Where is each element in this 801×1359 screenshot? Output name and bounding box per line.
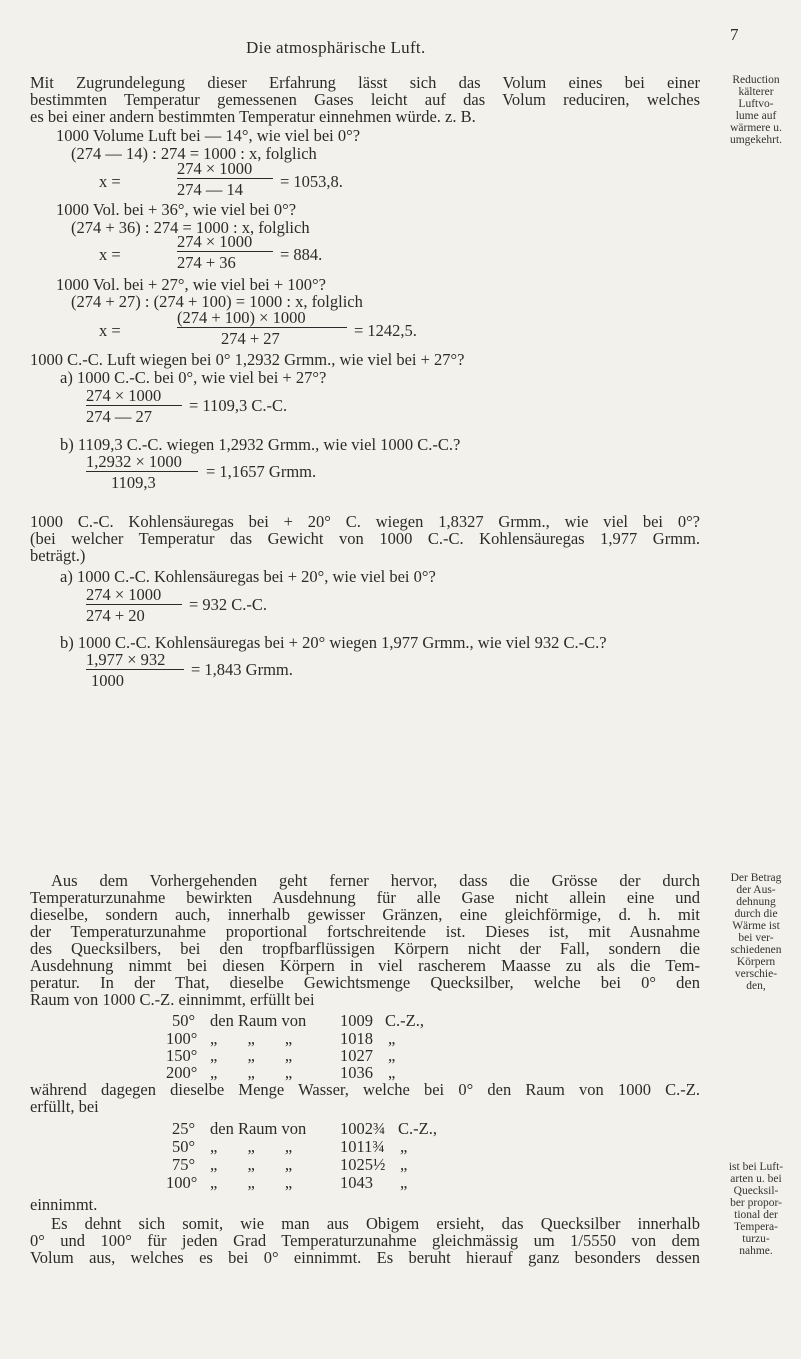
paragraph-line: Ausdehnung nimmt bei diesen Körpern in viel rascherem Maasse zu als die Tem-	[30, 956, 700, 975]
table-cell: „ „ „	[210, 1029, 293, 1048]
table-cell: den Raum von	[210, 1119, 307, 1138]
fraction-bar	[86, 471, 198, 472]
fraction-bar	[177, 251, 273, 252]
sub-question-a: a) 1000 C.-C. Kohlensäuregas bei + 20°, wie viel bei 0°?	[60, 567, 436, 586]
fraction-result: = 1,1657 Grmm.	[206, 462, 317, 481]
fraction-numerator: 1,2932 × 1000	[86, 452, 182, 471]
paragraph-line: des Quecksilbers, bei den tropfbarflüssigen Körpern nicht der Fall, sondern die	[30, 939, 700, 958]
einnimmt-text: einnimmt.	[30, 1195, 98, 1214]
fraction-numerator: 274 × 1000	[86, 386, 162, 405]
fraction-numerator: 274 × 1000	[86, 585, 162, 604]
table-cell: C.-Z.,	[385, 1011, 424, 1030]
table-cell: 75°	[172, 1155, 196, 1174]
table-cell: 25°	[172, 1119, 196, 1138]
margin-note-expansion: Der Betrag der Aus- dehnung durch die Wärme ist bei ver- schiedenen Körpern verschie- den,	[730, 872, 782, 992]
table-cell: 1018	[340, 1029, 373, 1048]
fraction-lhs: x =	[99, 245, 121, 264]
table-cell: „ „ „	[210, 1046, 293, 1065]
table-cell: „ „ „	[210, 1137, 293, 1156]
fraction-denominator: 274 + 27	[221, 329, 280, 348]
table-cell: 1009	[340, 1011, 373, 1030]
fraction-denominator: 274 — 27	[86, 407, 152, 426]
fraction-denominator: 274 + 36	[177, 253, 236, 272]
paragraph-line: erfüllt, bei	[30, 1097, 99, 1116]
paragraph-line: der Temperaturzunahme proportional fortschreitende ist. Dieses ist, mit Ausnahme	[30, 922, 700, 941]
table-cell: 200°	[166, 1063, 198, 1082]
sub-question-b: b) 1000 C.-C. Kohlensäuregas bei + 20° wiegen 1,977 Grmm., wie viel 932 C.-C.?	[60, 633, 607, 652]
example-question: 1000 Volume Luft bei — 14°, wie viel bei 0°?	[56, 126, 361, 145]
fraction-result: = 1,843 Grmm.	[191, 660, 293, 679]
running-title: Die atmosphärische Luft.	[246, 38, 426, 57]
fraction-result: = 1109,3 C.-C.	[189, 396, 288, 415]
paragraph-line: Es dehnt sich somit, wie man aus Obigem ersieht, das Quecksilber innerhalb	[51, 1214, 700, 1233]
example-line: (bei welcher Temperatur das Gewicht von 1000 C.-C. Kohlensäuregas 1,977 Grmm.	[30, 529, 700, 548]
intro-line: bestimmten Temperatur gemessenen Gases leicht auf das Volum reduciren, welches	[30, 90, 700, 109]
fraction-denominator: 1000	[91, 671, 124, 690]
table-cell: 1036	[340, 1063, 373, 1082]
paragraph-line: während dagegen dieselbe Menge Wasser, welche bei 0° den Raum von 1000 C.-Z.	[30, 1080, 700, 1099]
table-cell: 100°	[166, 1029, 198, 1048]
fraction-bar	[86, 604, 182, 605]
paragraph-line: Volum aus, welches es bei 0° einnimmt. Es beruht hierauf ganz besonders dessen	[30, 1248, 700, 1267]
paragraph-line: Temperaturzunahme bewirkten Ausdehnung für alle Gase nicht allein eine und	[30, 888, 700, 907]
fraction-lhs: x =	[99, 321, 121, 340]
fraction-denominator: 274 — 14	[177, 180, 243, 199]
table-cell: 50°	[172, 1137, 196, 1156]
fraction-result: = 1053,8.	[280, 172, 343, 191]
sub-question-b: b) 1109,3 C.-C. wiegen 1,2932 Grmm., wie viel 1000 C.-C.?	[60, 435, 461, 454]
sub-question-a: a) 1000 C.-C. bei 0°, wie viel bei + 27°?	[60, 368, 327, 387]
paragraph-line: Aus dem Vorhergehenden geht ferner hervor, dass die Grösse der durch	[51, 871, 700, 890]
fraction-bar	[86, 669, 184, 670]
fraction-result: = 1242,5.	[354, 321, 417, 340]
example-line: beträgt.)	[30, 546, 86, 565]
example-line: 1000 C.-C. Kohlensäuregas bei + 20° C. wiegen 1,8327 Grmm., wie viel bei 0°?	[30, 512, 700, 531]
fraction-result: = 884.	[280, 245, 323, 264]
table-cell: 1043	[340, 1173, 373, 1192]
example-proportion: (274 — 14) : 274 = 1000 : x, folglich	[71, 144, 317, 163]
paragraph-line: 0° und 100° für jeden Grad Temperaturzunahme gleichmässig um 1/5550 von dem	[30, 1231, 700, 1250]
table-cell: „	[400, 1173, 408, 1192]
table-cell: „ „ „	[210, 1063, 293, 1082]
margin-note-reduction: Reduction kälterer Luftvo- lume auf wärmere u. umgekehrt.	[729, 74, 783, 146]
example-question: 1000 Vol. bei + 36°, wie viel bei 0°?	[56, 200, 297, 219]
table-cell: 1011¾	[340, 1137, 385, 1156]
table-cell: 50°	[172, 1011, 196, 1030]
fraction-lhs: x =	[99, 172, 121, 191]
fraction-numerator: (274 + 100) × 1000	[177, 308, 306, 327]
paragraph-line: Raum von 1000 C.-Z. einnimmt, erfüllt bei	[30, 990, 315, 1009]
table-cell: „ „ „	[210, 1155, 293, 1174]
example-proportion: (274 + 36) : 274 = 1000 : x, folglich	[71, 218, 310, 237]
intro-line: es bei einer andern bestimmten Temperatur einnehmen würde. z. B.	[30, 107, 476, 126]
table-cell: „ „ „	[210, 1173, 293, 1192]
table-cell: „	[388, 1029, 396, 1048]
table-cell: 100°	[166, 1173, 198, 1192]
table-cell: „	[388, 1063, 396, 1082]
table-cell: „	[400, 1137, 408, 1156]
intro-line: Mit Zugrundelegung dieser Erfahrung lässt sich das Volum eines bei einer	[30, 73, 700, 92]
paragraph-line: dieselbe, sondern auch, innerhalb gewisser Gränzen, eine gleichförmige, d. h. mit	[30, 905, 700, 924]
table-cell: 1027	[340, 1046, 373, 1065]
margin-note-proportional: ist bei Luft- arten u. bei Quecksil- ber propor- tional der Tempera- turzu- nahme.	[728, 1161, 784, 1257]
table-cell: 1025½	[340, 1155, 386, 1174]
table-cell: den Raum von	[210, 1011, 307, 1030]
fraction-bar	[177, 178, 273, 179]
example-question: 1000 C.-C. Luft wiegen bei 0° 1,2932 Grmm., wie viel bei + 27°?	[30, 350, 465, 369]
fraction-bar	[177, 327, 347, 328]
table-cell: „	[400, 1155, 408, 1174]
fraction-numerator: 274 × 1000	[177, 159, 253, 178]
paragraph-line: peratur. In der That, dieselbe Gewichtsmenge Quecksilber, welche bei 0° den	[30, 973, 700, 992]
table-cell: 1002¾	[340, 1119, 386, 1138]
fraction-bar	[86, 405, 182, 406]
table-cell: 150°	[166, 1046, 198, 1065]
fraction-result: = 932 C.-C.	[189, 595, 268, 614]
table-cell: C.-Z.,	[398, 1119, 437, 1138]
page-number: 7	[730, 25, 739, 44]
table-cell: „	[388, 1046, 396, 1065]
fraction-denominator: 274 + 20	[86, 606, 145, 625]
example-question: 1000 Vol. bei + 27°, wie viel bei + 100°?	[56, 275, 326, 294]
fraction-numerator: 1,977 × 932	[86, 650, 166, 669]
fraction-numerator: 274 × 1000	[177, 232, 253, 251]
fraction-denominator: 1109,3	[111, 473, 156, 492]
example-proportion: (274 + 27) : (274 + 100) = 1000 : x, folglich	[71, 292, 363, 311]
